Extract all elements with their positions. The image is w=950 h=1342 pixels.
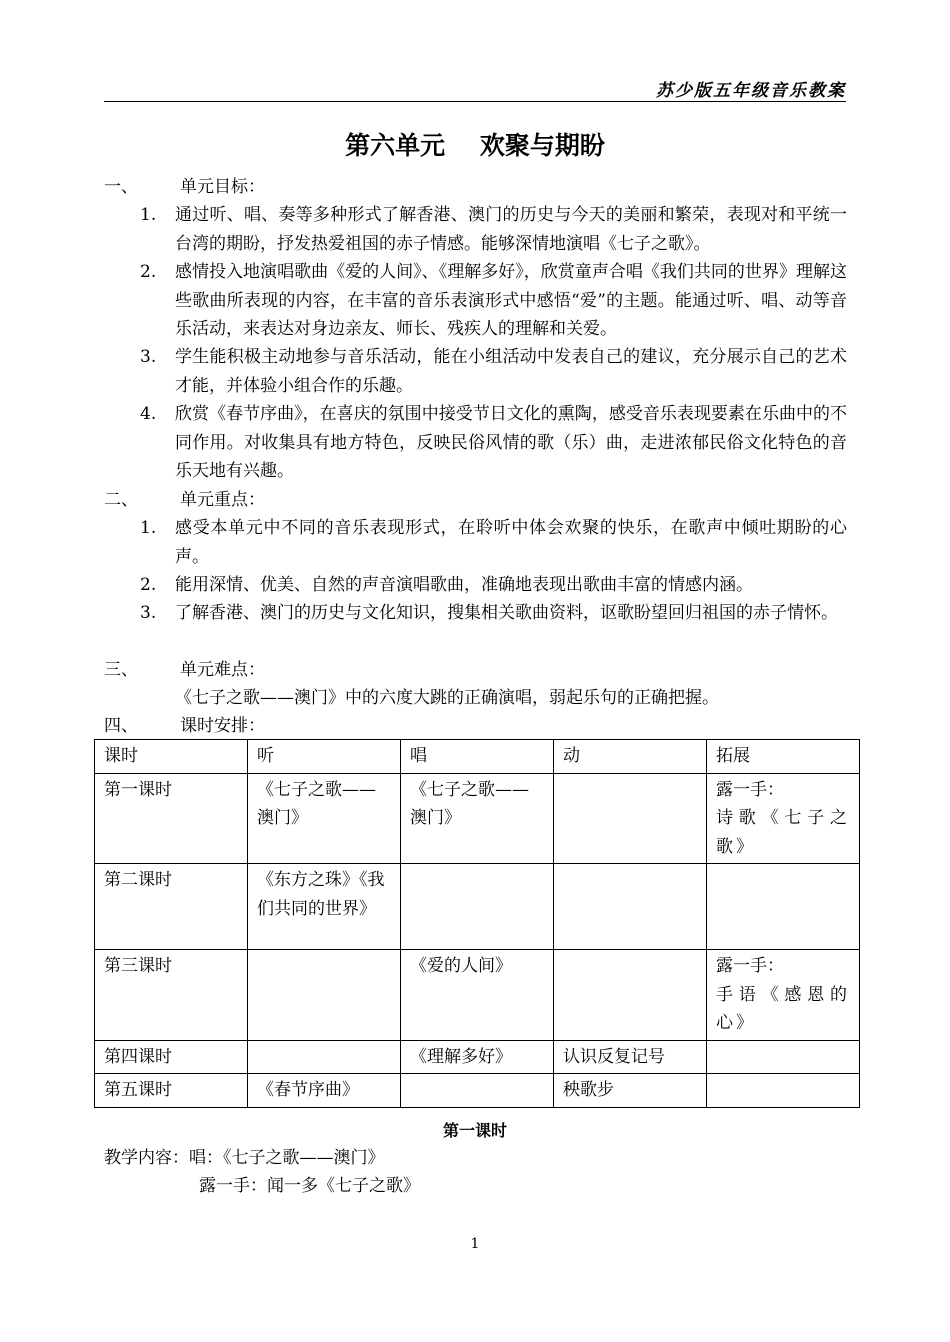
section-title-goals: 单元目标： (180, 177, 265, 197)
table-header-row (95, 740, 860, 774)
table-cell-lesson: 第五课时 (95, 1074, 248, 1108)
table-cell-extend (707, 1074, 860, 1108)
table-cell-move: 秧歌步 (554, 1074, 707, 1108)
extend-detail: 手语《感恩的心》 (716, 984, 850, 1033)
extend-label: 露一手： (716, 779, 784, 800)
table-cell-extend (707, 1040, 860, 1074)
table-cell-lesson: 第四课时 (95, 1040, 248, 1074)
extend-detail: 诗歌《七子之歌》 (716, 808, 850, 857)
lesson-content-line-2: 露一手：闻一多《七子之歌》 (199, 1176, 420, 1196)
table-cell-listen: 《七子之歌——澳门》 (248, 773, 401, 864)
table-cell-lesson: 第三课时 (95, 950, 248, 1041)
table-cell-lesson: 第二课时 (95, 864, 248, 950)
goal-number-1: 1. (140, 205, 157, 225)
key-text-2: 能用深情、优美、自然的声音演唱歌曲，准确地表现出歌曲丰富的情感内涵。 (175, 575, 753, 595)
lesson-content-line-1: 教学内容：唱：《七子之歌——澳门》 (104, 1148, 385, 1168)
table-row (95, 864, 860, 950)
table-cell-lesson: 第一课时 (95, 773, 248, 864)
table-cell-sing (401, 864, 554, 950)
table-cell-listen: 《春节序曲》 (248, 1074, 401, 1108)
difficulty-text: 《七子之歌——澳门》中的六度大跳的正确演唱，弱起乐句的正确把握。 (175, 688, 719, 708)
table-header-cell: 听 (248, 740, 401, 774)
section-number-goals: 一、 (104, 177, 138, 197)
table-cell-sing: 《爱的人间》 (401, 950, 554, 1041)
goal-number-2: 2. (140, 262, 157, 282)
table-cell-extend (707, 864, 860, 950)
lesson-heading: 第一课时 (442, 1121, 507, 1140)
table-row (95, 950, 860, 1041)
table-header-cell: 课时 (95, 740, 248, 774)
header-rule (104, 101, 846, 102)
goal-number-3: 3. (140, 347, 157, 367)
table-header-cell: 动 (554, 740, 707, 774)
section-number-schedule: 四、 (104, 716, 138, 736)
table-cell-move (554, 773, 707, 864)
table-row (95, 773, 860, 864)
table-cell-listen: 《东方之珠》《我们共同的世界》 (248, 864, 401, 950)
key-number-2: 2. (140, 575, 157, 595)
key-number-3: 3. (140, 603, 157, 623)
section-title-key: 单元重点： (180, 490, 265, 510)
section-title-difficulty: 单元难点： (180, 660, 265, 680)
table-cell-extend (707, 773, 860, 864)
key-number-1: 1. (140, 518, 157, 538)
key-text-1: 感受本单元中不同的音乐表现形式，在聆听中体会欢聚的快乐，在歌声中倾吐期盼的心声。 (175, 518, 847, 567)
table-cell-extend (707, 950, 860, 1041)
table-cell-move: 认识反复记号 (554, 1040, 707, 1074)
table-cell-sing (401, 1074, 554, 1108)
table-header-cell: 唱 (401, 740, 554, 774)
section-number-difficulty: 三、 (104, 660, 138, 680)
table-row (95, 1040, 860, 1074)
key-text-3: 了解香港、澳门的历史与文化知识，搜集相关歌曲资料，讴歌盼望回归祖国的赤子情怀。 (175, 603, 838, 623)
goal-text-3: 学生能积极主动地参与音乐活动，能在小组活动中发表自己的建议，充分展示自己的艺术才能，并体验小组合作的乐趣。 (175, 347, 847, 396)
table-cell-move (554, 864, 707, 950)
page-number: 1 (470, 1236, 480, 1252)
goal-text-2: 感情投入地演唱歌曲《爱的人间》、《理解多好》，欣赏童声合唱《我们共同的世界》理解这些歌曲所表现的内容，在丰富的音乐表演形式中感悟“爱”的主题。能通过听、唱、动等音乐活动，来表达对身边亲友、师长、残疾人的理解和关爱。 (175, 262, 847, 339)
running-header: 苏少版五年级音乐教案 (656, 81, 846, 101)
goal-number-4: 4. (140, 404, 157, 424)
extend-label: 露一手： (716, 956, 784, 976)
table-cell-sing: 《理解多好》 (401, 1040, 554, 1074)
table-cell-listen (248, 950, 401, 1041)
table-cell-sing: 《七子之歌——澳门》 (401, 773, 554, 864)
section-title-schedule: 课时安排： (180, 716, 265, 736)
table-header-cell: 拓展 (707, 740, 860, 774)
table-cell-move (554, 950, 707, 1041)
schedule-table (94, 739, 860, 1108)
goal-text-1: 通过听、唱、奏等多种形式了解香港、澳门的历史与今天的美丽和繁荣，表现对和平统一台湾的期盼，抒发热爱祖国的赤子情感。能够深情地演唱《七子之歌》。 (175, 205, 847, 254)
goal-text-4: 欣赏《春节序曲》，在喜庆的氛围中接受节日文化的熏陶，感受音乐表现要素在乐曲中的不同作用。对收集具有地方特色，反映民俗风情的歌（乐）曲，走进浓郁民俗文化特色的音乐天地有兴趣。 (175, 404, 847, 481)
unit-title: 第六单元 欢聚与期盼 (345, 131, 605, 160)
table-row (95, 1074, 860, 1108)
table-cell-listen (248, 1040, 401, 1074)
section-number-key: 二、 (104, 490, 138, 510)
